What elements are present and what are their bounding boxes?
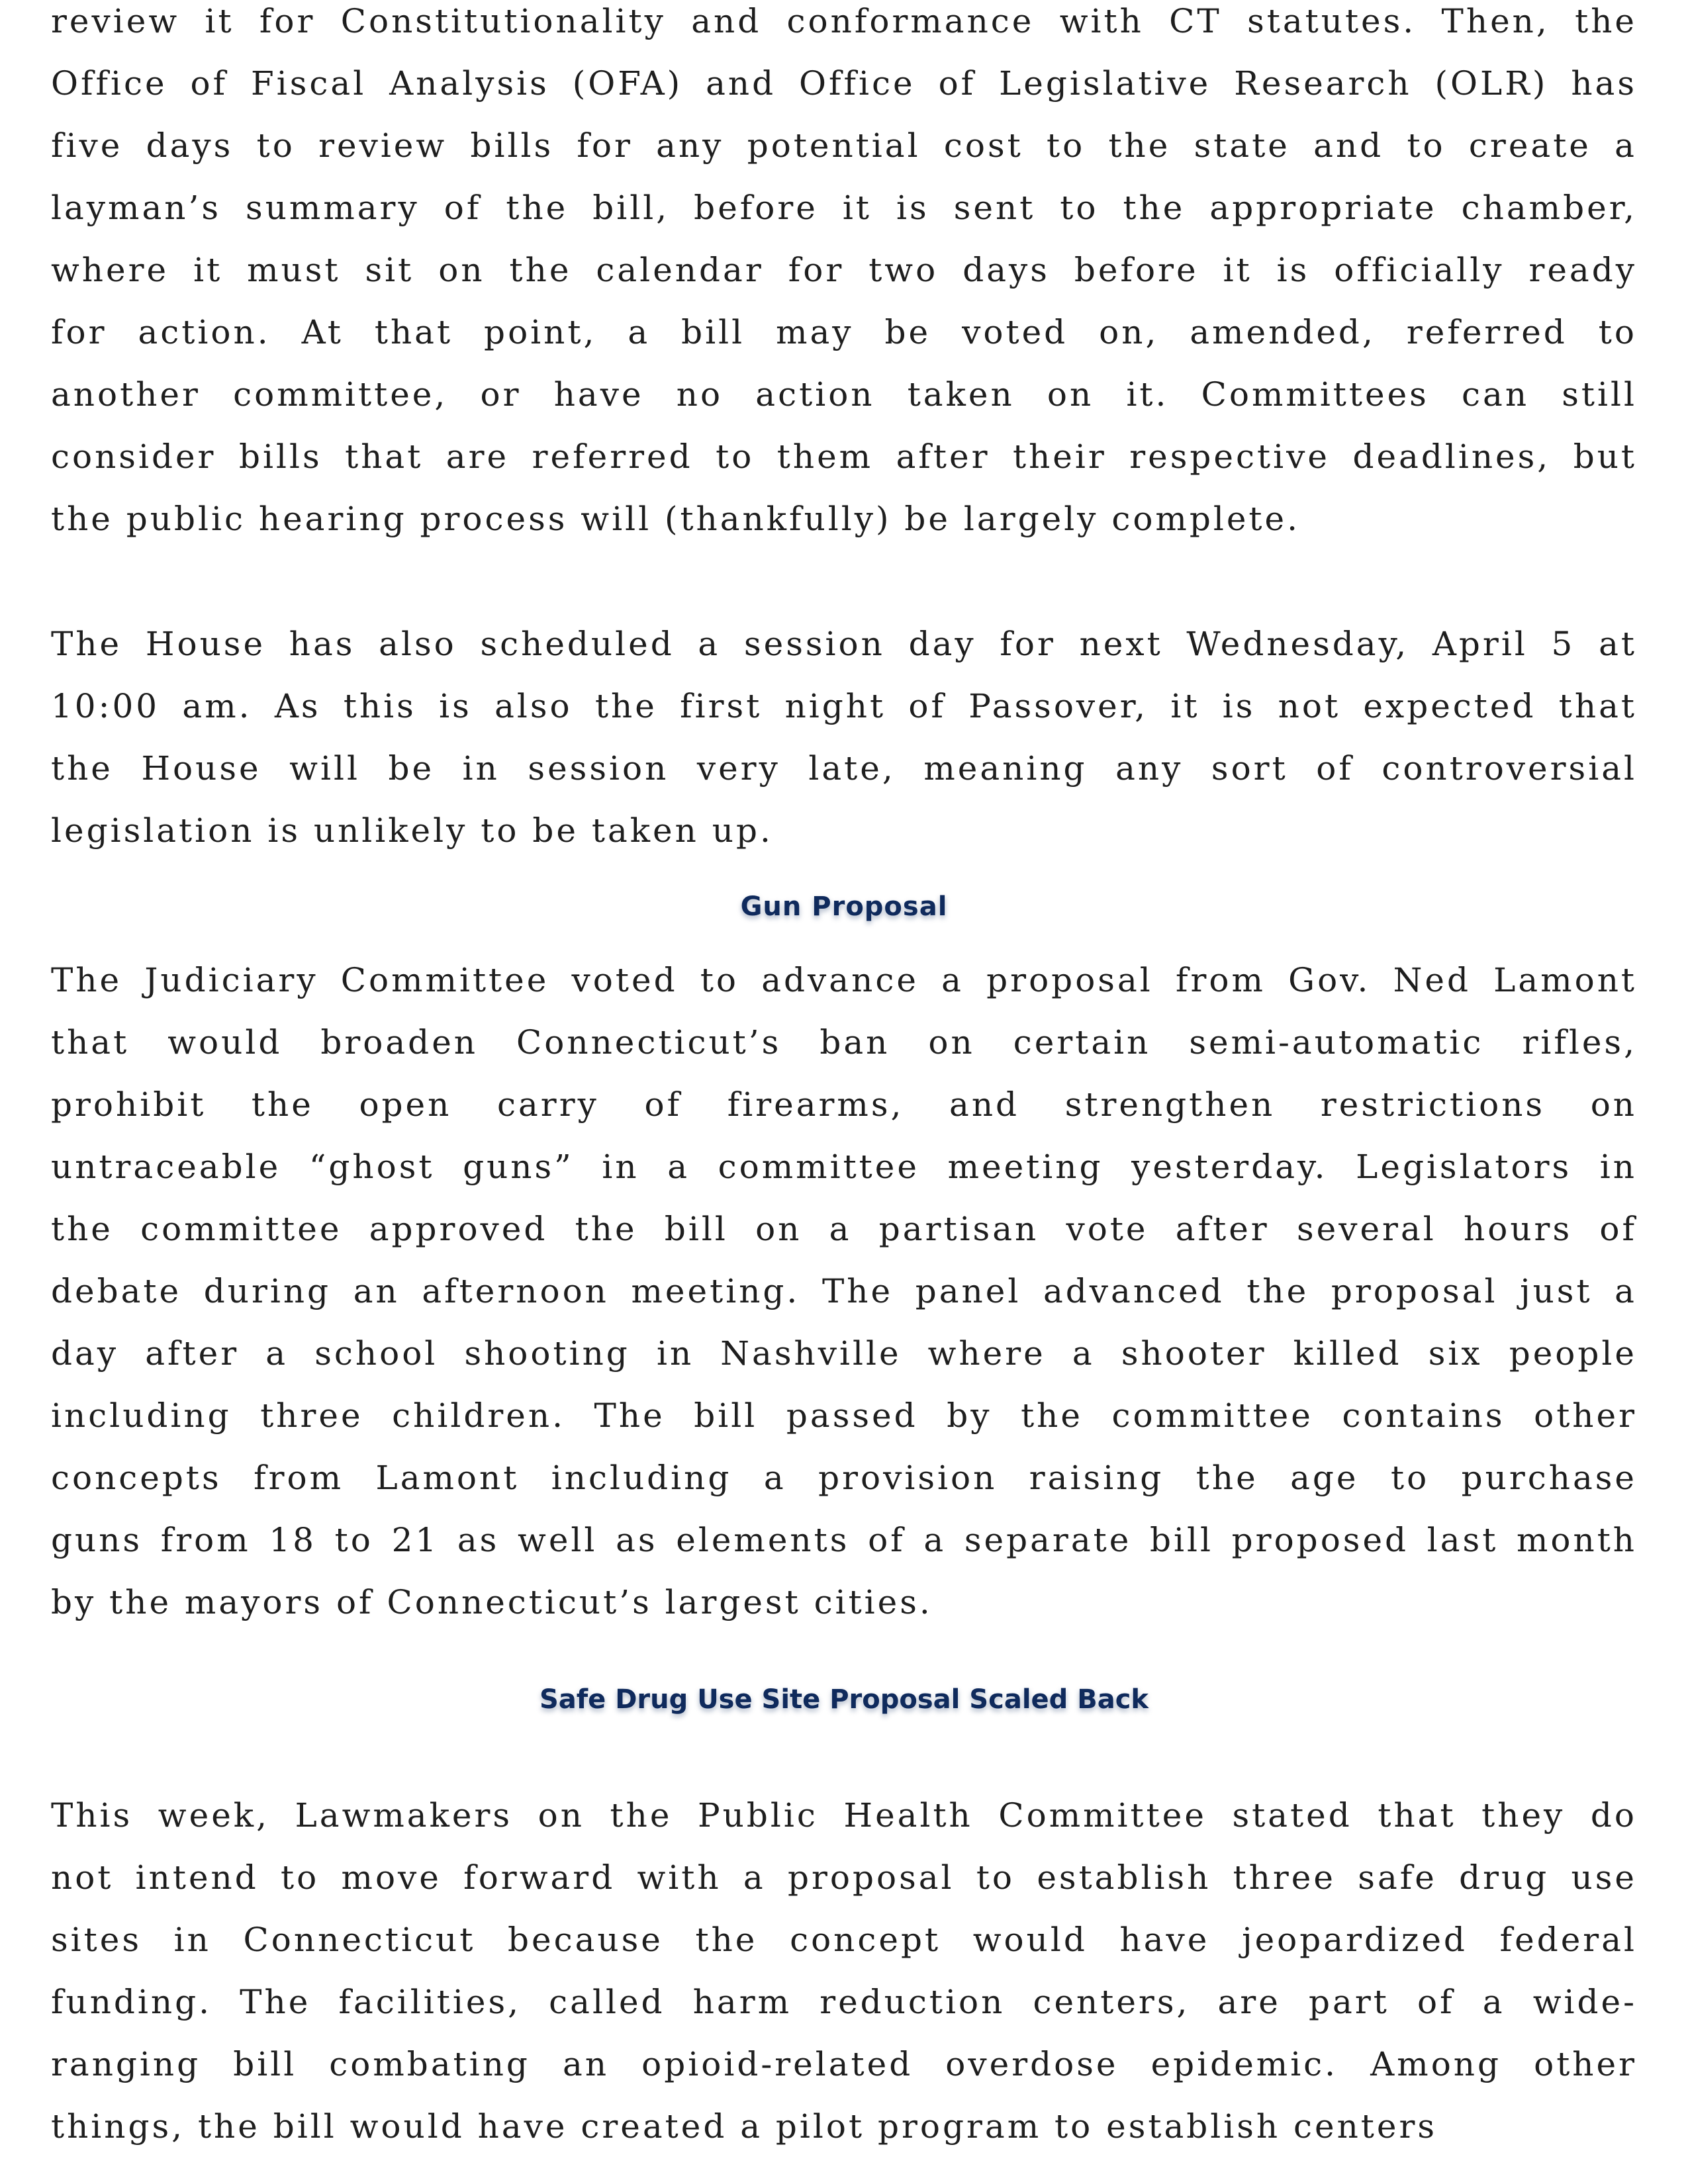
text-line: 10:00 am. As this is also the first night of Passover, it is not expected that [51,687,1637,725]
text-line: where it must sit on the calendar for two days before it is officially ready [51,251,1637,289]
text-line: prohibit the open carry of firearms, and strengthen restrictions on [51,1085,1637,1124]
text-line: This week, Lawmakers on the Public Health Committee stated that they do [51,1796,1637,1835]
text-line: not intend to move forward with a proposal to establish three safe drug use [51,1858,1637,1897]
text-line: concepts from Lamont including a provision raising the age to purchase [51,1459,1637,1497]
paragraph-house-session [51,613,1637,862]
text-line: the public hearing process will (thankfully) be largely complete. [51,500,1301,538]
paragraph-legislative-process [51,0,1637,550]
text-line: funding. The facilities, called harm reduction centers, are part of a wide- [51,1983,1637,2021]
text-line: including three children. The bill passed by the committee contains other [51,1396,1637,1435]
text-line: legislation is unlikely to be taken up. [51,811,773,850]
text-line: debate during an afternoon meeting. The panel advanced the proposal just a [51,1272,1637,1310]
text-line: ranging bill combating an opioid-related overdose epidemic. Among other [51,2045,1637,2083]
text-line: layman’s summary of the bill, before it is sent to the appropriate chamber, [51,189,1637,227]
text-line: day after a school shooting in Nashville where a shooter killed six people [51,1334,1637,1373]
paragraph-gun-proposal [51,949,1637,1633]
text-line: review it for Constitutionality and conformance with CT statutes. Then, the [51,2,1637,40]
text-line: sites in Connecticut because the concept would have jeopardized federal [51,1921,1637,1959]
text-line: the committee approved the bill on a partisan vote after several hours of [51,1210,1637,1248]
text-line: The Judiciary Committee voted to advance a proposal from Gov. Ned Lamont [51,961,1637,999]
text-line: the House will be in session very late, meaning any sort of controversial [51,749,1637,788]
section-heading-gun-proposal: Gun Proposal [740,891,948,922]
text-line: that would broaden Connecticut’s ban on certain semi-automatic rifles, [51,1023,1637,1062]
text-line: five days to review bills for any potential cost to the state and to create a [51,126,1637,165]
text-line: by the mayors of Connecticut’s largest cities. [51,1583,933,1621]
text-line: untraceable “ghost guns” in a committee meeting yesterday. Legislators in [51,1148,1637,1186]
text-line: guns from 18 to 21 as well as elements of a separate bill proposed last month [51,1521,1637,1559]
text-line: consider bills that are referred to them after their respective deadlines, but [51,437,1637,476]
text-line: Office of Fiscal Analysis (OFA) and Office of Legislative Research (OLR) has [51,64,1637,103]
paragraph-safe-drug-use [51,1784,1637,2158]
text-line: for action. At that point, a bill may be voted on, amended, referred to [51,313,1637,351]
text-line: another committee, or have no action taken on it. Committees can still [51,375,1637,414]
text-line: The House has also scheduled a session day for next Wednesday, April 5 at [51,625,1637,663]
text-line: things, the bill would have created a pilot program to establish centers [51,2107,1438,2146]
section-heading-safe-drug-use: Safe Drug Use Site Proposal Scaled Back [539,1684,1149,1715]
